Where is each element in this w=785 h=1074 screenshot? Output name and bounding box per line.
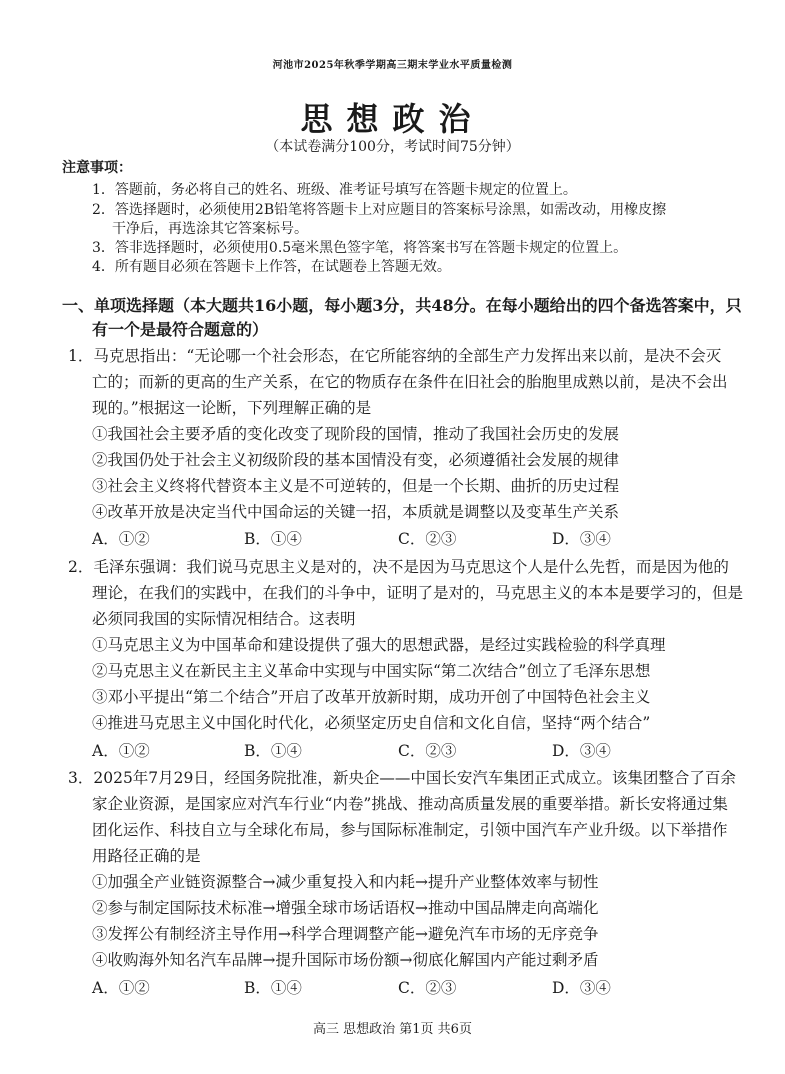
notice-item: 3．答非选择题时，必须使用0.5毫米黑色签字笔，将答案书写在答题卡规定的位置上。 <box>92 240 628 256</box>
statement-option: ①马克思主义为中国革命和建设提供了强大的思想武器，是经过实践检验的科学真理 <box>92 636 666 654</box>
answer-choice-d: D．③④ <box>552 530 611 548</box>
answer-choice-a: A．①② <box>92 530 150 548</box>
answer-choice-d: D．③④ <box>552 742 611 760</box>
statement-option: ④推进马克思主义中国化时代化，必须坚定历史自信和文化自信，坚持“两个结合” <box>92 714 651 732</box>
statement-option: ③邓小平提出“第二个结合”开启了改革开放新时期，成功开创了中国特色社会主义 <box>92 688 651 706</box>
notice-item: 4．所有题目必须在答题卡上作答，在试题卷上答题无效。 <box>92 259 451 275</box>
answer-choice-b: B．①④ <box>244 979 302 997</box>
notice-item: 2．答选择题时，必须使用2B铅笔将答题卡上对应题目的答案标号涂黑，如需改动，用橡皮擦 <box>92 202 667 218</box>
question-stem-line: 家企业资源，是国家应对汽车行业“内卷”挑战、推动高质量发展的重要举措。新长安将通过集 <box>92 795 728 813</box>
statement-option: ③社会主义终将代替资本主义是不可逆转的，但是一个长期、曲折的历史过程 <box>92 477 620 495</box>
answer-choice-a: A．①② <box>92 979 150 997</box>
notice-heading: 注意事项： <box>62 160 132 176</box>
exam-info: （本试卷满分100分，考试时间75分钟） <box>265 139 520 155</box>
answer-choices <box>92 527 732 549</box>
notice-item: 1．答题前，务必将自己的姓名、班级、准考证号填写在答题卡规定的位置上。 <box>92 182 577 198</box>
answer-choice-c: C．②③ <box>398 979 457 997</box>
answer-choice-d: D．③④ <box>552 979 611 997</box>
statement-option: ④收购海外知名汽车品牌→提升国际市场份额→彻底化解国内产能过剩矛盾 <box>92 951 599 969</box>
answer-choice-c: C．②③ <box>398 742 457 760</box>
statement-option: ②马克思主义在新民主主义革命中实现与中国实际“第二次结合”创立了毛泽东思想 <box>92 662 651 680</box>
statement-option: ③发挥公有制经济主导作用→科学合理调整产能→避免汽车市场的无序竞争 <box>92 925 599 943</box>
question-stem-line: 1．马克思指出：“无论哪一个社会形态，在它所能容纳的全部生产力发挥出来以前，是决不会灭 <box>68 347 722 365</box>
question-stem-line: 现的。”根据这一论断，下列理解正确的是 <box>92 399 372 417</box>
question-stem-line: 亡的；而新的更高的生产关系，在它的物质存在条件在旧社会的胎胞里成熟以前，是决不会出 <box>92 373 728 391</box>
exam-title: 河池市2025年秋季学期高三期末学业水平质量检测 <box>272 60 513 71</box>
section-heading-continuation: 有一个是最符合题意的） <box>92 320 269 339</box>
answer-choices <box>92 976 732 998</box>
answer-choice-b: B．①④ <box>244 530 302 548</box>
subject-title: 思想政治 <box>300 100 485 138</box>
question-stem-line: 团化运作、科技自立与全球化布局，参与国际标准制定，引领中国汽车产业升级。以下举措作 <box>92 821 728 839</box>
question-stem-line: 2．毛泽东强调：我们说马克思主义是对的，决不是因为马克思这个人是什么先哲，而是因为他的 <box>68 558 729 576</box>
statement-option: ①我国社会主要矛盾的变化改变了现阶段的国情，推动了我国社会历史的发展 <box>92 425 620 443</box>
question-stem-line: 理论，在我们的实践中，在我们的斗争中，证明了是对的，马克思主义的本本是要学习的，但是 <box>92 584 744 602</box>
question-stem-line: 必须同我国的实际情况相结合。这表明 <box>92 610 356 628</box>
question-stem-line: 用路径正确的是 <box>92 847 201 865</box>
statement-option: ④改革开放是决定当代中国命运的关键一招，本质就是调整以及变革生产关系 <box>92 503 620 521</box>
notice-item-continuation: 干净后，再选涂其它答案标号。 <box>112 221 308 237</box>
answer-choice-c: C．②③ <box>398 530 457 548</box>
page-footer: 高三 思想政治 第1页 共6页 <box>313 1022 472 1037</box>
answer-choice-b: B．①④ <box>244 742 302 760</box>
statement-option: ②参与制定国际技术标准→增强全球市场话语权→推动中国品牌走向高端化 <box>92 899 599 917</box>
answer-choices <box>92 739 732 761</box>
answer-choice-a: A．①② <box>92 742 150 760</box>
question-stem-line: 3．2025年7月29日，经国务院批准，新央企——中国长安汽车集团正式成立。该集团整合了百余 <box>68 769 736 787</box>
statement-option: ①加强全产业链资源整合→减少重复投入和内耗→提升产业整体效率与韧性 <box>92 873 599 891</box>
section-heading: 一、单项选择题（本大题共16小题，每小题3分，共48分。在每小题给出的四个备选答案中，只 <box>62 296 742 315</box>
statement-option: ②我国仍处于社会主义初级阶段的基本国情没有变，必须遵循社会发展的规律 <box>92 451 620 469</box>
